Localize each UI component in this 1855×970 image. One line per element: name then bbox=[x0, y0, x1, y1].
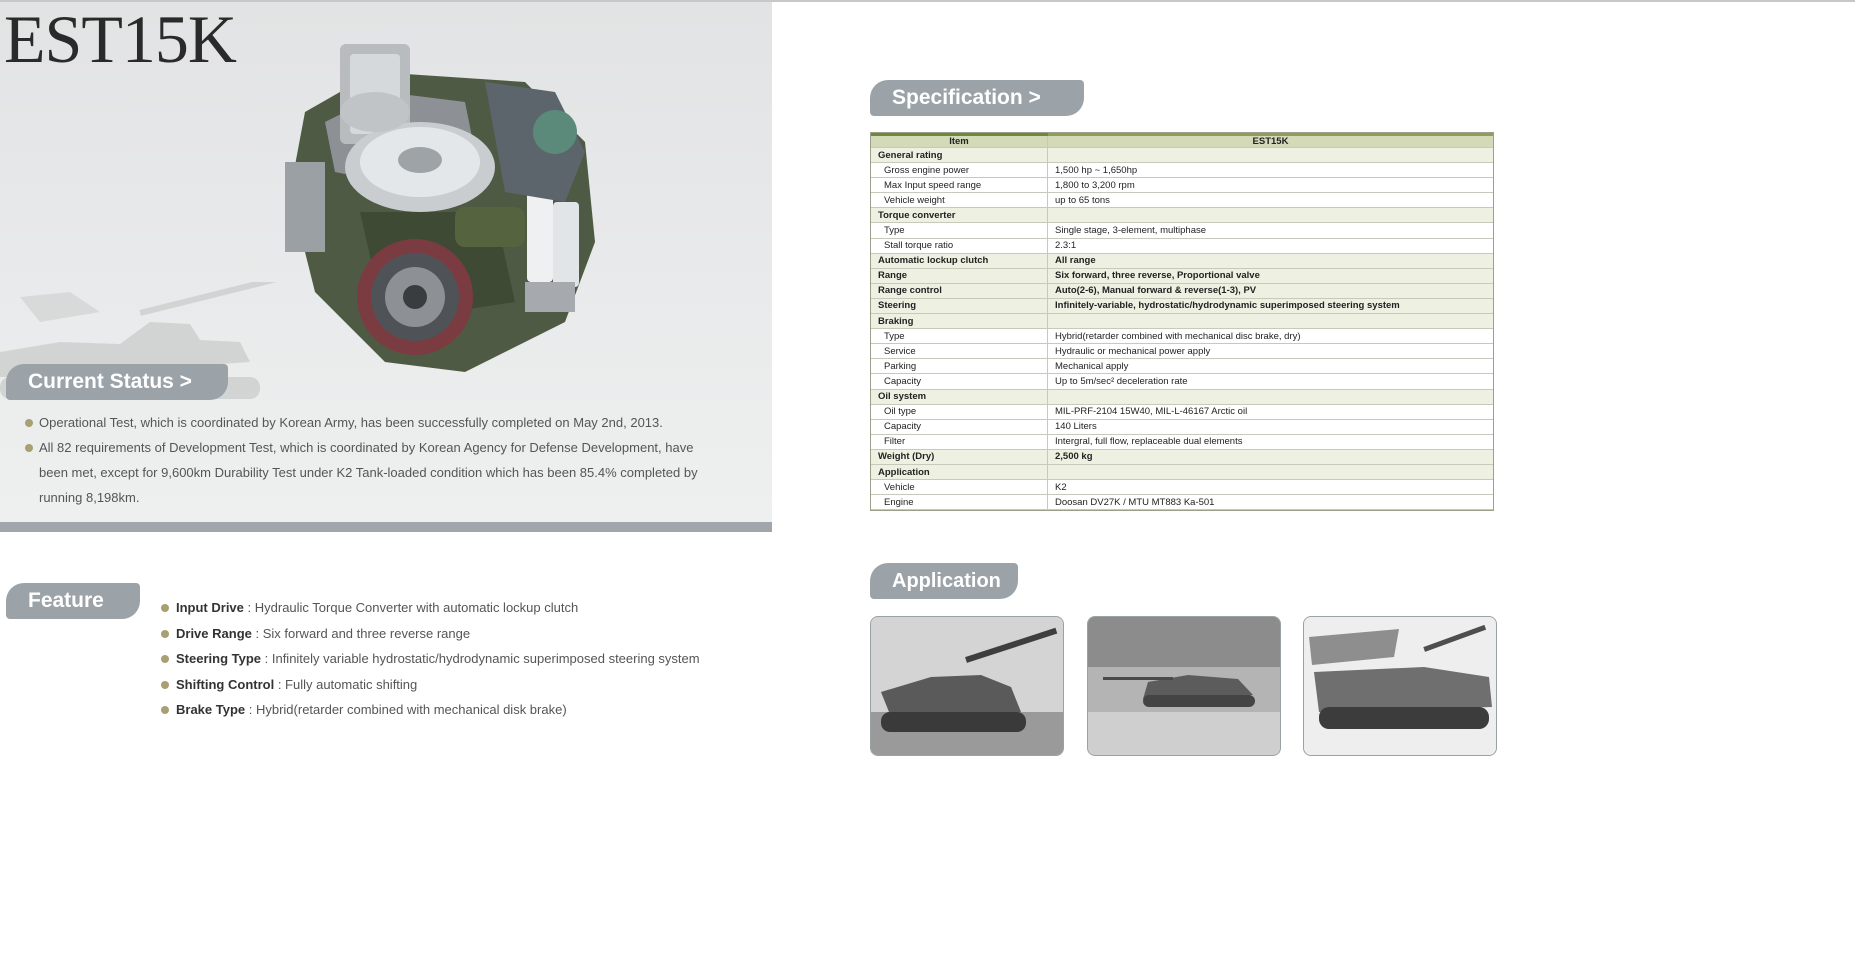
spec-value-cell bbox=[1048, 208, 1494, 223]
tank-photo-icon bbox=[1304, 617, 1496, 755]
spec-category-row bbox=[871, 253, 1493, 268]
feature-label: Steering Type bbox=[176, 651, 262, 666]
application-image-tank-3 bbox=[1303, 616, 1497, 756]
status-item bbox=[24, 435, 704, 510]
spec-item-cell: Max Input speed range bbox=[871, 178, 1048, 193]
spec-value-cell: Up to 5m/sec² deceleration rate bbox=[1048, 374, 1494, 389]
tank-photo-icon bbox=[1088, 617, 1280, 755]
transmission-engine-image bbox=[265, 42, 625, 402]
spec-row bbox=[871, 223, 1493, 238]
feature-item bbox=[160, 621, 720, 647]
spec-item-cell: Parking bbox=[871, 359, 1048, 374]
spec-category-row bbox=[871, 208, 1493, 223]
current-status-heading: Current Status > bbox=[6, 364, 228, 400]
spec-category-row bbox=[871, 389, 1493, 404]
hero-bottom-bar bbox=[0, 522, 772, 532]
spec-row bbox=[871, 434, 1493, 449]
bullet-icon bbox=[161, 706, 169, 714]
application-heading: Application bbox=[870, 563, 1018, 599]
product-title: EST15K bbox=[4, 2, 236, 77]
spec-item-cell: Vehicle bbox=[871, 480, 1048, 495]
spec-value-cell: Single stage, 3-element, multiphase bbox=[1048, 223, 1494, 238]
bullet-icon bbox=[161, 630, 169, 638]
spec-item-cell: Filter bbox=[871, 434, 1048, 449]
bullet-icon bbox=[161, 655, 169, 663]
spec-item-cell: Weight (Dry) bbox=[871, 449, 1048, 464]
status-text: All 82 requirements of Development Test, which is coordinated by Korean Agency for Defense Development, have been met, except for 9,600km Durability Test under K2 Tank-loaded condition which has been 85.4% completed by running 8,198km. bbox=[39, 440, 698, 505]
spec-value-cell: Hydraulic or mechanical power apply bbox=[1048, 344, 1494, 359]
spec-row bbox=[871, 163, 1493, 178]
spec-item-cell: Range control bbox=[871, 283, 1048, 298]
spec-value-cell: Auto(2-6), Manual forward & reverse(1-3), PV bbox=[1048, 283, 1494, 298]
spec-item-cell: General rating bbox=[871, 148, 1048, 163]
spec-value-cell: up to 65 tons bbox=[1048, 193, 1494, 208]
specification-heading: Specification > bbox=[870, 80, 1084, 116]
spec-item-cell: Type bbox=[871, 329, 1048, 344]
feature-item bbox=[160, 697, 720, 723]
spec-row bbox=[871, 495, 1493, 510]
spec-value-cell: 1,800 to 3,200 rpm bbox=[1048, 178, 1494, 193]
spec-item-cell: Vehicle weight bbox=[871, 193, 1048, 208]
bullet-icon bbox=[25, 419, 33, 427]
status-text: Operational Test, which is coordinated by Korean Army, has been successfully completed on May 2nd, 2013. bbox=[39, 415, 663, 430]
feature-item bbox=[160, 646, 720, 672]
spec-category-row bbox=[871, 464, 1493, 479]
feature-heading: Feature > bbox=[6, 583, 140, 619]
specification-table bbox=[870, 132, 1494, 511]
spec-value-cell: 140 Liters bbox=[1048, 419, 1494, 434]
spec-item-cell: Stall torque ratio bbox=[871, 238, 1048, 253]
spec-value-cell: Intergral, full flow, replaceable dual elements bbox=[1048, 434, 1494, 449]
feature-label: Shifting Control bbox=[176, 676, 275, 692]
spec-row bbox=[871, 419, 1493, 434]
spec-value-cell: 2.3:1 bbox=[1048, 238, 1494, 253]
bullet-icon bbox=[161, 604, 169, 612]
spec-item-cell: Type bbox=[871, 223, 1048, 238]
spec-item-cell: Engine bbox=[871, 495, 1048, 510]
table-header-row bbox=[871, 135, 1493, 148]
spec-value-cell bbox=[1048, 389, 1494, 404]
spec-row bbox=[871, 404, 1493, 419]
spec-row bbox=[871, 329, 1493, 344]
spec-category-row bbox=[871, 268, 1493, 283]
spec-item-cell: Braking bbox=[871, 314, 1048, 329]
spec-value-cell: Six forward, three reverse, Proportional valve bbox=[1048, 268, 1494, 283]
status-item bbox=[24, 410, 704, 435]
current-status-list bbox=[24, 410, 704, 510]
spec-item-cell: Automatic lockup clutch bbox=[871, 253, 1048, 268]
spec-value-cell: K2 bbox=[1048, 480, 1494, 495]
bullet-icon bbox=[25, 444, 33, 452]
spec-item-cell: Gross engine power bbox=[871, 163, 1048, 178]
spec-value-cell: Infinitely-variable, hydrostatic/hydrodynamic superimposed steering system bbox=[1048, 298, 1494, 313]
spec-item-cell: Steering bbox=[871, 298, 1048, 313]
bullet-icon bbox=[161, 681, 169, 689]
spec-row bbox=[871, 344, 1493, 359]
spec-row bbox=[871, 238, 1493, 253]
tank-photo-icon bbox=[871, 617, 1063, 755]
feature-text: : Infinitely variable hydrostatic/hydrodynamic superimposed steering system bbox=[261, 651, 700, 666]
spec-row bbox=[871, 359, 1493, 374]
spec-item-cell: Oil type bbox=[871, 404, 1048, 419]
spec-value-cell: Mechanical apply bbox=[1048, 359, 1494, 374]
spec-value-cell: All range bbox=[1048, 253, 1494, 268]
spec-item-cell: Torque converter bbox=[871, 208, 1048, 223]
spec-category-row bbox=[871, 298, 1493, 313]
column-header-value: EST15K bbox=[1048, 135, 1494, 148]
spec-item-cell: Range bbox=[871, 268, 1048, 283]
feature-text: : Hybrid(retarder combined with mechanical disk brake) bbox=[245, 702, 567, 717]
spec-category-row bbox=[871, 283, 1493, 298]
spec-row bbox=[871, 374, 1493, 389]
spec-category-row bbox=[871, 148, 1493, 163]
spec-value-cell bbox=[1048, 464, 1494, 479]
spec-row bbox=[871, 178, 1493, 193]
spec-value-cell bbox=[1048, 314, 1494, 329]
spec-row bbox=[871, 193, 1493, 208]
spec-value-cell: Hybrid(retarder combined with mechanical disc brake, dry) bbox=[1048, 329, 1494, 344]
spec-value-cell: MIL-PRF-2104 15W40, MIL-L-46167 Arctic oil bbox=[1048, 404, 1494, 419]
column-header-item: Item bbox=[871, 135, 1048, 148]
spec-row bbox=[871, 480, 1493, 495]
feature-item bbox=[160, 672, 720, 698]
feature-text: : Fully automatic shifting bbox=[274, 676, 418, 692]
spec-value-cell: 2,500 kg bbox=[1048, 449, 1494, 464]
feature-list bbox=[160, 595, 720, 723]
spec-category-row bbox=[871, 449, 1493, 464]
spec-item-cell: Capacity bbox=[871, 419, 1048, 434]
feature-label: Input Drive bbox=[176, 600, 244, 615]
spec-item-cell: Application bbox=[871, 464, 1048, 479]
spec-value-cell: Doosan DV27K / MTU MT883 Ka-501 bbox=[1048, 495, 1494, 510]
application-image-tank-1 bbox=[870, 616, 1064, 756]
spec-item-cell: Oil system bbox=[871, 389, 1048, 404]
spec-category-row bbox=[871, 314, 1493, 329]
feature-label: Brake Type bbox=[176, 702, 246, 717]
spec-item-cell: Capacity bbox=[871, 374, 1048, 389]
feature-label: Drive Range bbox=[176, 625, 252, 641]
spec-value-cell bbox=[1048, 148, 1494, 163]
application-image-tank-2 bbox=[1087, 616, 1281, 756]
spec-item-cell: Service bbox=[871, 344, 1048, 359]
spec-value-cell: 1,500 hp ~ 1,650hp bbox=[1048, 163, 1494, 178]
feature-text: : Six forward and three reverse range bbox=[251, 625, 471, 641]
feature-text: : Hydraulic Torque Converter with automatic lockup clutch bbox=[243, 600, 579, 615]
feature-item bbox=[160, 595, 720, 621]
